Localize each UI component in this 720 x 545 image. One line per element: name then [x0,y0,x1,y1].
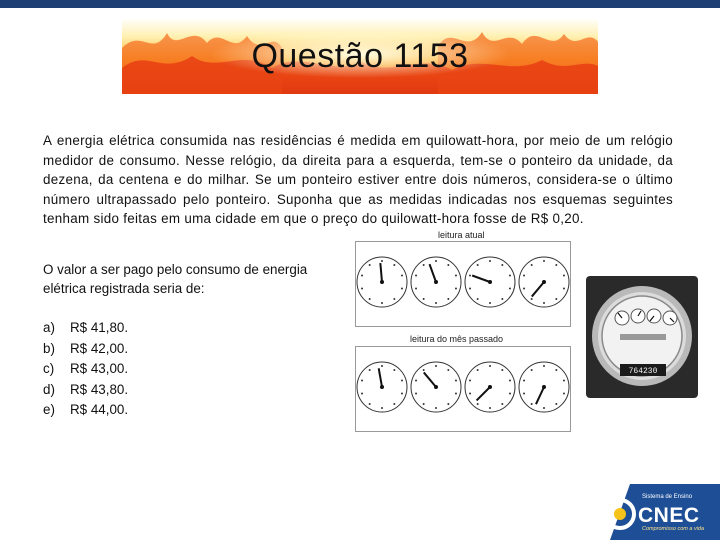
dial-tick [435,260,437,262]
option-a: a) R$ 41,80. [43,320,129,335]
logo-slogan: Compromisso com a vida [642,526,705,532]
dial-tick [543,260,545,262]
dial-tick [531,298,533,300]
dial-tick [477,403,479,405]
dial-diagram-current [356,242,570,326]
previous-reading-dials [355,346,571,432]
dial-tick [563,392,565,394]
dial-tick [361,287,363,289]
dial-tick [555,403,557,405]
dial-tick [381,407,383,409]
dial-tick [455,380,457,382]
dial-tick [523,275,525,277]
dial-tick [415,380,417,382]
dial-tick [477,298,479,300]
dial-tick [401,392,403,394]
dial-tick [469,392,471,394]
dial-tick [455,392,457,394]
page-title: Questão 1153 [251,36,469,75]
dial-tick [477,369,479,371]
dial-tick [469,380,471,382]
dial-tick [447,264,449,266]
dial-tick [501,403,503,405]
dial-tick [415,287,417,289]
dial-tick [563,287,565,289]
dial-tick [489,260,491,262]
dial-hub [380,280,384,284]
dial-tick [435,365,437,367]
dial-tick [555,369,557,371]
dial-hub [542,385,546,389]
dial-tick [435,407,437,409]
dial-tick [381,260,383,262]
dial-tick [523,392,525,394]
current-reading-label: leitura atual [438,230,485,240]
dial-tick [563,275,565,277]
dial-tick [369,403,371,405]
dial-tick [369,298,371,300]
dial-tick [361,392,363,394]
dial-tick [489,407,491,409]
dial-tick [393,298,395,300]
meter-counter: 764230 [628,367,658,376]
dial-tick [447,298,449,300]
dial-tick [401,275,403,277]
dial-tick [361,380,363,382]
answer-options [43,318,128,421]
dial-tick [423,298,425,300]
option-e: e) R$ 44,00. [43,402,129,418]
dial-tick [563,380,565,382]
dial-diagram-previous [356,347,570,431]
dial-tick [523,287,525,289]
dial-tick [501,264,503,266]
question-text: A energia elétrica consumida nas residências é medida em quilowatt-hora, por meio de um relógio medidor de consumo. Nesse relógio, da direita para a esquerda, tem-se o ponteiro da unidade, da dezena, da centena e do milhar. Se um ponteiro estiver entre dois números, considera-se o último número ultrapassado pelo ponteiro. Suponha que as medidas indicadas nos esquemas seguintes tenham sido feitas em uma cidade em que o preço do quilowatt-hora fosse de R$ 0,20. [43,133,673,226]
top-accent-bar [0,0,720,8]
dial-hub [434,385,438,389]
dial-tick [415,275,417,277]
dial-tick [381,302,383,304]
dial-tick [501,369,503,371]
dial-tick [447,369,449,371]
previous-reading-label: leitura do mês passado [410,334,504,344]
title-banner [122,18,598,94]
dial-tick [509,275,511,277]
dial-tick [369,264,371,266]
dial-tick [469,275,471,277]
dial-tick [369,369,371,371]
dial-tick [423,369,425,371]
dial-tick [455,287,457,289]
dial-tick [401,287,403,289]
dial-tick [477,264,479,266]
logo-brand: CNEC [638,504,700,527]
dial-hub [434,280,438,284]
dial-tick [423,264,425,266]
dial-hub [542,280,546,284]
dial-tick [543,302,545,304]
dial-tick [555,298,557,300]
dial-tick [423,403,425,405]
dial-hub [488,280,492,284]
dial-tick [393,264,395,266]
dial-tick [531,403,533,405]
electric-meter-photo [586,276,698,398]
dial-tick [543,365,545,367]
question-prompt: O valor a ser pago pelo consumo de energia elétrica registrada seria de: [43,262,308,296]
dial-tick [555,264,557,266]
dial-hub [380,385,384,389]
dial-tick [393,369,395,371]
dial-tick [435,302,437,304]
dial-tick [361,275,363,277]
dial-tick [489,302,491,304]
option-b: b) R$ 42,00. [43,340,129,356]
dial-tick [455,275,457,277]
logo-subtitle: Sistema de Ensino [642,494,693,500]
dial-tick [509,287,511,289]
dial-tick [447,403,449,405]
dial-hub [488,385,492,389]
dial-tick [501,298,503,300]
dial-tick [531,369,533,371]
dial-tick [381,365,383,367]
dial-tick [401,380,403,382]
dial-tick [543,407,545,409]
dial-tick [531,264,533,266]
dial-tick [393,403,395,405]
option-d: d) R$ 43,80. [43,381,129,397]
dial-tick [489,365,491,367]
dial-tick [469,287,471,289]
dial-tick [523,380,525,382]
dial-tick [509,392,511,394]
current-reading-dials [355,241,571,327]
option-c: c) R$ 43,00. [43,361,129,377]
dial-tick [509,380,511,382]
dial-tick [415,392,417,394]
